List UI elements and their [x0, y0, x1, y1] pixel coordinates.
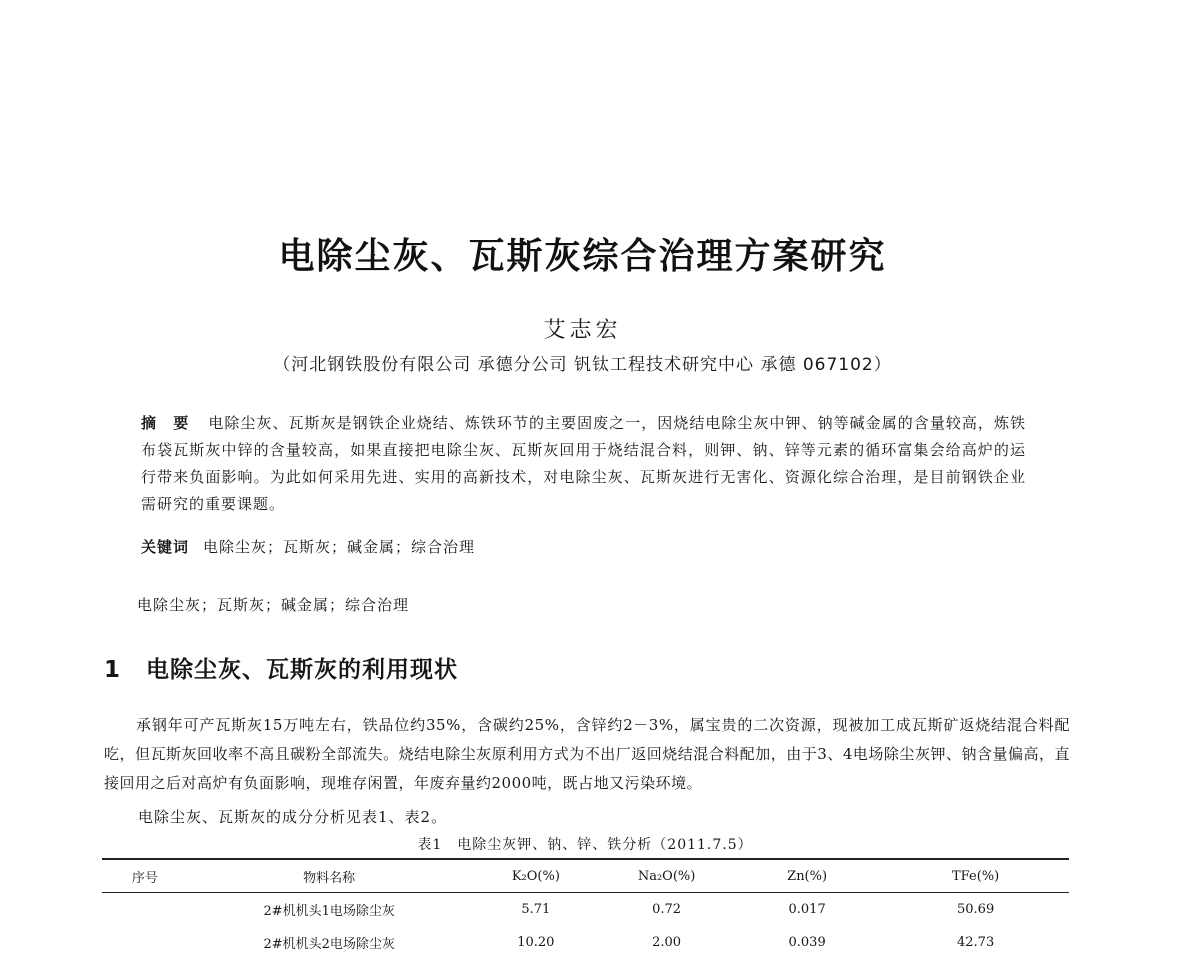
header-na2o: Na₂O(%) — [601, 859, 732, 893]
header-material: 物料名称 — [188, 859, 471, 893]
table-caption: 表1 电除尘灰钾、钠、锌、铁分析（2011.7.5） — [417, 837, 753, 853]
keywords-label: 关键词 — [141, 538, 190, 556]
classification-line: 电除尘灰；瓦斯灰；碱金属；综合治理 — [137, 596, 410, 614]
cell-na2o: 0.72 — [652, 902, 682, 917]
keywords-text: 电除尘灰；瓦斯灰；碱金属；综合治理 — [203, 538, 476, 556]
cell-material: 2#机机头2电场除尘灰 — [263, 937, 395, 952]
abstract-label: 摘 要 — [141, 414, 195, 432]
header-zn: Zn(%) — [732, 859, 882, 893]
table-header-row — [102, 859, 1069, 893]
abstract-block — [141, 410, 1026, 518]
cell-zn: 0.017 — [788, 902, 826, 917]
cell-index — [102, 893, 188, 927]
section-title: 电除尘灰、瓦斯灰的利用现状 — [146, 657, 458, 683]
cell-na2o: 2.00 — [652, 935, 682, 950]
header-index: 序号 — [102, 859, 188, 893]
composition-table — [102, 858, 1069, 959]
cell-k2o: 5.71 — [521, 902, 551, 917]
cell-index — [102, 926, 188, 959]
body-paragraph-1: 承钢年可产瓦斯灰15万吨左右，铁品位约35%，含碳约25%，含锌约2－3%，属宝贵的二次资源，现被加工成瓦斯矿返烧结混合料配吃，但瓦斯灰回收率不高且碳粉全部流失。烧结电除尘灰原利用方式为不出厂返回烧结混合料配加，由于3、4电场除尘灰钾、钠含量偏高，直接回用之后对高炉有负面影响，现堆存闲置，年废弃量约2000吨，既占地又污染环境。 — [104, 716, 1070, 792]
affiliation: （河北钢铁股份有限公司 承德分公司 钒钛工程技术研究中心 承德 067102） — [273, 355, 892, 375]
cell-tfe: 50.69 — [957, 902, 995, 917]
section-heading — [104, 651, 458, 684]
paper-title: 电除尘灰、瓦斯灰综合治理方案研究 — [278, 236, 887, 277]
cell-zn: 0.039 — [788, 935, 826, 950]
keywords-block — [141, 536, 475, 557]
abstract-text: 电除尘灰、瓦斯灰是钢铁企业烧结、炼铁环节的主要固废之一，因烧结电除尘灰中钾、钠等碱金属的含量较高，炼铁布袋瓦斯灰中锌的含量较高，如果直接把电除尘灰、瓦斯灰回用于烧结混合料，则钾、钠、锌等元素的循环富集会给高炉的运行带来负面影响。为此如何采用先进、实用的高新技术，对电除尘灰、瓦斯灰进行无害化、资源化综合治理，是目前钢铁企业需研究的重要课题。 — [141, 414, 1026, 513]
table-row — [102, 926, 1069, 959]
cell-k2o: 10.20 — [517, 935, 555, 950]
body-paragraph-2: 电除尘灰、瓦斯灰的成分分析见表1、表2。 — [138, 808, 448, 826]
cell-material: 2#机机头1电场除尘灰 — [263, 904, 395, 919]
cell-tfe: 42.73 — [957, 935, 995, 950]
header-k2o: K₂O(%) — [471, 859, 602, 893]
header-tfe: TFe(%) — [882, 859, 1069, 893]
table-row — [102, 893, 1069, 927]
author-name: 艾志宏 — [543, 318, 622, 343]
section-number: 1 — [104, 657, 122, 683]
